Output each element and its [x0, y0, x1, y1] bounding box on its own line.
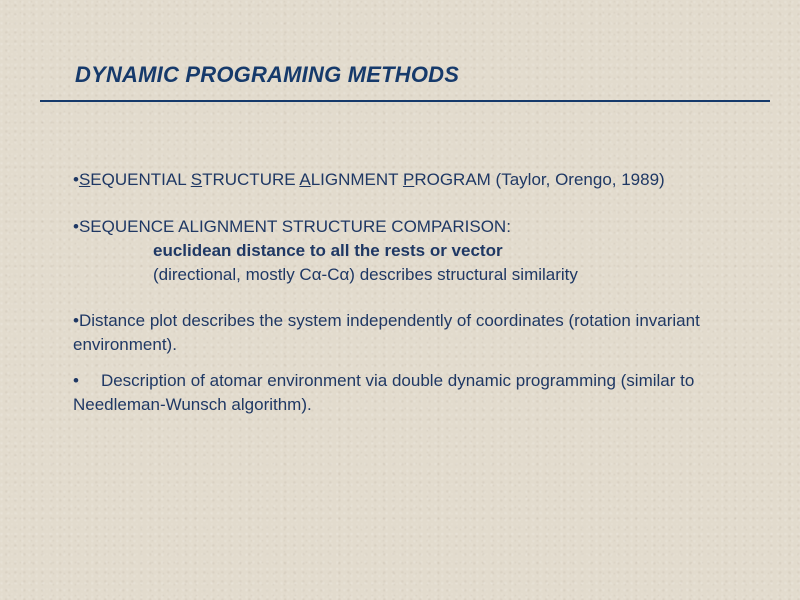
bullet-distance-plot: •Distance plot describes the system independently of coordinates (rotation invariant environment). [73, 311, 700, 354]
title-divider [40, 100, 770, 102]
bullet-subline: (directional, mostly Cα-Cα) describes structural similarity [153, 265, 578, 284]
acronym-letter-s1: S [78, 170, 91, 189]
word-sequential-rest: EQUENTIAL [90, 170, 191, 189]
word-alignment-rest: LIGNMENT [310, 170, 403, 189]
acronym-letter-s2: S [190, 170, 203, 189]
acronym-letter-p: P [402, 170, 415, 189]
bullet-atomar-environment [73, 369, 788, 417]
bullet-marker: • [73, 371, 79, 390]
bullet-sequence-alignment-comparison [73, 215, 578, 287]
bullet-subline-bold: euclidean distance to all the rests or vector [153, 241, 503, 260]
acronym-letter-a: A [299, 170, 311, 189]
bullet-heading: •SEQUENCE ALIGNMENT STRUCTURE COMPARISON: [73, 217, 511, 236]
bullet-marker: • [73, 170, 79, 189]
bullet-text: Description of atomar environment via double dynamic programming (similar to Needleman-Wunsch algorithm). [73, 371, 695, 414]
word-structure-rest: TRUCTURE [202, 170, 300, 189]
bullet-sequential-structure-alignment [73, 168, 665, 192]
word-program-rest: ROGRAM (Taylor, Orengo, 1989) [414, 170, 665, 189]
slide-title: DYNAMIC PROGRAMING METHODS [75, 62, 460, 87]
